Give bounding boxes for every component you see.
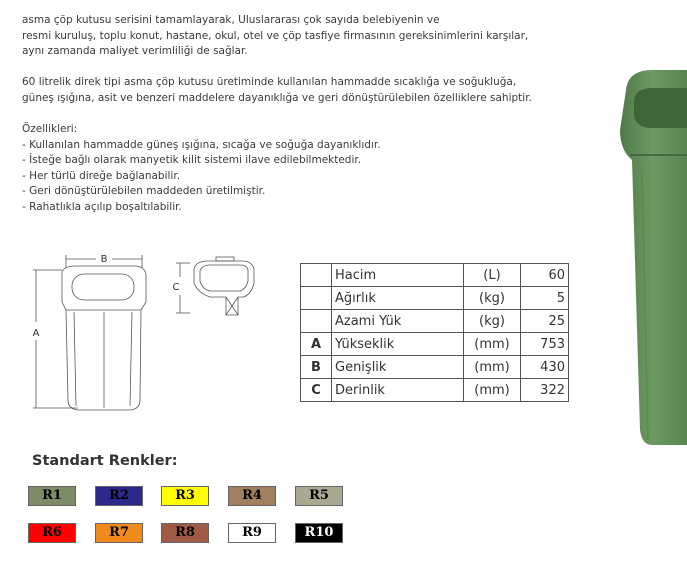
spec-value: 430 xyxy=(521,356,569,379)
spec-unit: (mm) xyxy=(464,356,521,379)
table-row xyxy=(301,333,569,356)
spec-table xyxy=(300,263,569,402)
spec-name: Yükseklik xyxy=(332,333,464,356)
spec-code: A xyxy=(301,333,332,356)
color-swatch-r8: R8 xyxy=(161,523,209,543)
color-swatch-r9: R9 xyxy=(228,523,276,543)
table-row xyxy=(301,264,569,287)
intro-line: resmi kuruluş, toplu konut, hastane, okul, otel ve çöp tasfiye firmasının gereksinimlerini karşılar, xyxy=(22,29,529,42)
spec-name: Genişlik xyxy=(332,356,464,379)
spec-code: B xyxy=(301,356,332,379)
table-row xyxy=(301,287,569,310)
description-line: güneş ışığına, asit ve benzeri maddelere dayanıklığa ve geri dönüştürülebilen özelliklere sahiptir. xyxy=(22,91,532,104)
spec-value: 25 xyxy=(521,310,569,333)
spec-name: Azami Yük xyxy=(332,310,464,333)
intro-paragraph xyxy=(22,13,528,60)
spec-code xyxy=(301,287,332,310)
spec-value: 5 xyxy=(521,287,569,310)
spec-unit: (kg) xyxy=(464,310,521,333)
features-title: Özellikleri: xyxy=(22,123,78,135)
side-dimension-drawing xyxy=(168,253,268,328)
label-a: A xyxy=(32,328,40,339)
spec-code: C xyxy=(301,379,332,402)
intro-line: aynı zamanda maliyet verimliliği de sağlar. xyxy=(22,45,248,57)
color-swatch-r7: R7 xyxy=(95,523,143,543)
spec-unit: (mm) xyxy=(464,333,521,356)
feature-item: - Kullanılan hammadde güneş ışığına, sıcağa ve soğuğa dayanıklıdır. xyxy=(22,138,381,151)
feature-item: - Geri dönüştürülebilen maddeden üretilmiştir. xyxy=(22,185,266,197)
spec-name: Derinlik xyxy=(332,379,464,402)
spec-code xyxy=(301,264,332,287)
spec-value: 753 xyxy=(521,333,569,356)
color-swatch-r3: R3 xyxy=(161,486,209,506)
color-swatch-r4: R4 xyxy=(228,486,276,506)
spec-code xyxy=(301,310,332,333)
color-swatch-r2: R2 xyxy=(95,486,143,506)
feature-item: - İsteğe bağlı olarak manyetik kilit sistemi ilave edilebilmektedir. xyxy=(22,154,362,166)
label-c: C xyxy=(172,282,180,293)
spec-unit: (kg) xyxy=(464,287,521,310)
feature-item: - Her türlü direğe bağlanabilir. xyxy=(22,169,181,182)
feature-item: - Rahatlıkla açılıp boşaltılabilir. xyxy=(22,200,182,213)
description-paragraph xyxy=(22,75,532,106)
spec-value: 322 xyxy=(521,379,569,402)
color-swatch-r6: R6 xyxy=(28,523,76,543)
bin-photo xyxy=(612,60,687,445)
table-row xyxy=(301,379,569,402)
spec-unit: (L) xyxy=(464,264,521,287)
spec-unit: (mm) xyxy=(464,379,521,402)
front-dimension-drawing xyxy=(28,250,163,415)
color-swatch-r10: R10 xyxy=(295,523,343,543)
table-row xyxy=(301,310,569,333)
table-row xyxy=(301,356,569,379)
spec-value: 60 xyxy=(521,264,569,287)
features-list xyxy=(22,122,381,215)
colors-title: Standart Renkler: xyxy=(32,453,178,469)
intro-line: asma çöp kutusu serisini tamamlayarak, Uluslararası çok sayıda belebiyenin ve xyxy=(22,14,440,26)
spec-name: Hacim xyxy=(332,264,464,287)
spec-name: Ağırlık xyxy=(332,287,464,310)
description-line: 60 litrelik direk tipi asma çöp kutusu üretiminde kullanılan hammadde sıcaklığa ve soğukluğa, xyxy=(22,76,517,88)
label-b: B xyxy=(100,254,108,265)
color-swatch-r1: R1 xyxy=(28,486,76,506)
color-swatch-r5: R5 xyxy=(295,486,343,506)
